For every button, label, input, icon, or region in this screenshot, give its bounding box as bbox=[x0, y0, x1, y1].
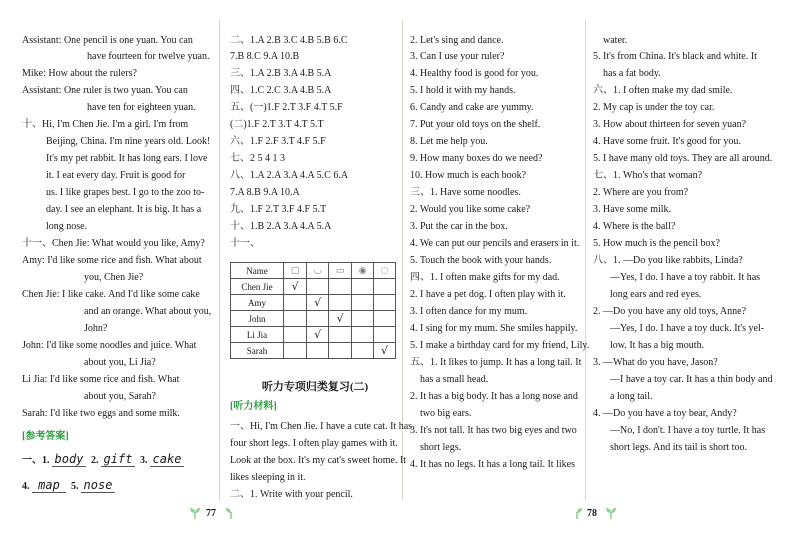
table-row bbox=[231, 279, 396, 295]
table-cell-mark bbox=[352, 295, 374, 311]
table-header-name: Name bbox=[231, 263, 284, 279]
table-cell-mark bbox=[329, 295, 352, 311]
food-picture-icon: ◉ bbox=[352, 263, 374, 279]
col1-line: 十、Hi, I'm Chen Jie. I'm a girl. I'm from bbox=[22, 119, 189, 130]
col4-line: a long tail. bbox=[610, 391, 653, 402]
col3-line: 4. Healthy food is good for you. bbox=[410, 68, 539, 79]
col4-line: —I have a toy car. It has a thin body and bbox=[610, 374, 773, 385]
col3-line: 5. I hold it with my hands. bbox=[410, 85, 516, 96]
table-cell-mark bbox=[374, 295, 396, 311]
col4-line: —Yes, I do. I have a toy rabbit. It has bbox=[610, 272, 761, 283]
table-row bbox=[231, 343, 396, 359]
col3-line: 4. I sing for my mum. She smiles happily. bbox=[410, 323, 578, 334]
col3-line: 8. Let me help you. bbox=[410, 136, 488, 147]
table-row bbox=[231, 311, 396, 327]
table-cell-mark bbox=[329, 279, 352, 295]
col1-line: have ten for eighteen yuan. bbox=[87, 102, 196, 113]
col4-line: 七、1. Who's that woman? bbox=[593, 170, 703, 181]
col1-line: Assistant: One pencil is one yuan. You can bbox=[22, 35, 193, 46]
col4-line: 2. Where are you from? bbox=[593, 187, 689, 198]
col4-line: 4. Have some fruit. It's good for you. bbox=[593, 136, 741, 147]
col4-line: long ears and red eyes. bbox=[610, 289, 702, 300]
table-cell-mark bbox=[329, 343, 352, 359]
table-cell-mark bbox=[352, 311, 374, 327]
table-cell-name: Chen Jie bbox=[231, 279, 284, 295]
col4-line: 3. Have some milk. bbox=[593, 204, 672, 215]
col4-line: 4. Where is the ball? bbox=[593, 221, 676, 232]
col1-line: 十一、Chen Jie: What would you like, Amy? bbox=[22, 238, 205, 249]
col1-line: It's my pet rabbit. It has long ears. I love bbox=[46, 153, 208, 164]
col2-material-line: likes sleeping in it. bbox=[230, 472, 306, 483]
col1-line: Amy: I'd like some rice and fish. What about bbox=[22, 255, 202, 266]
col1-line: about you, Sarah? bbox=[84, 391, 156, 402]
food-picture-icon: ◌ bbox=[374, 263, 396, 279]
table-cell-mark bbox=[352, 343, 374, 359]
divider-right bbox=[585, 20, 586, 500]
col2-line: 7.A 8.B 9.A 10.A bbox=[230, 187, 300, 198]
col1-line: day. I see an elephant. It is big. It has a bbox=[46, 204, 202, 215]
col4-line: has a fat body. bbox=[603, 68, 661, 79]
col2-line: 三、1.A 2.B 3.A 4.B 5.A bbox=[230, 68, 332, 79]
col1-line: Beijing, China. I'm nine years old. Look! bbox=[46, 136, 211, 147]
col4-line: 六、1. I often make my dad smile. bbox=[593, 85, 733, 96]
col1-line: John: I'd like some noodles and juice. What bbox=[22, 340, 197, 351]
table-cell-mark: √ bbox=[374, 343, 396, 359]
col4-line: —Yes, I do. I have a toy duck. It's yel- bbox=[610, 323, 765, 334]
answer-row-1 bbox=[22, 452, 184, 468]
table-cell-name: Li Jia bbox=[231, 327, 284, 343]
section-title: 听力专项归类复习(二) bbox=[261, 381, 369, 393]
col2-line: 五、(一)1.F 2.T 3.F 4.T 5.F bbox=[230, 102, 343, 113]
food-picture-icon: ▭ bbox=[329, 263, 352, 279]
col2-line: 六、1.F 2.F 3.T 4.F 5.F bbox=[230, 136, 326, 147]
col3-line: short legs. bbox=[420, 442, 462, 453]
col3-line: 10. How much is each book? bbox=[410, 170, 527, 181]
divider-left bbox=[219, 20, 220, 500]
table-cell-mark bbox=[284, 311, 307, 327]
col3-line: 2. I have a pet dog. I often play with it. bbox=[410, 289, 566, 300]
col1-line: it. I eat every day. Fruit is good for bbox=[46, 170, 186, 181]
answer-num-3: 3. bbox=[140, 455, 148, 466]
col2-line: 7.B 8.C 9.A 10.B bbox=[230, 51, 300, 62]
col3-line: 3. It's not tall. It has two big eyes and two bbox=[410, 425, 577, 436]
table-cell-mark bbox=[329, 327, 352, 343]
col2-line: 二、1.A 2.B 3.C 4.B 5.B 6.C bbox=[230, 35, 348, 46]
table-cell-mark bbox=[284, 295, 307, 311]
col4-line: 5. It's from China. It's black and white. It bbox=[593, 51, 757, 62]
col3-line: 7. Put your old toys on the shelf. bbox=[410, 119, 541, 130]
table-cell-mark: √ bbox=[284, 279, 307, 295]
food-picture-icon: ◡ bbox=[307, 263, 329, 279]
col4-line: 5. How much is the pencil box? bbox=[593, 238, 720, 249]
col2-line: 十、1.B 2.A 3.A 4.A 5.A bbox=[230, 221, 332, 232]
col1-line: Li Jia: I'd like some rice and fish. What bbox=[22, 374, 180, 385]
col2-line: 九、1.F 2.T 3.F 4.F 5.T bbox=[230, 204, 327, 215]
table-cell-mark bbox=[307, 343, 329, 359]
col2-material-line: 二、1. Write with your pencil. bbox=[230, 489, 353, 500]
col4-line: 5. I have many old toys. They are all around. bbox=[593, 153, 773, 164]
col3-line: 5. I make a birthday card for my friend, Lily. bbox=[410, 340, 590, 351]
col2-line: 七、2 5 4 1 3 bbox=[230, 153, 285, 164]
col1-line: Sarah: I'd like two eggs and some milk. bbox=[22, 408, 180, 419]
col2-material-line: 一、Hi, I'm Chen Jie. I have a cute cat. It has bbox=[230, 421, 413, 432]
col1-line: Mike: How about the rulers? bbox=[22, 68, 137, 79]
table-cell-mark bbox=[284, 327, 307, 343]
col3-line: 3. I often dance for my mum. bbox=[410, 306, 528, 317]
answer-word-4: map bbox=[32, 478, 66, 493]
answer-word-2: gift bbox=[101, 452, 135, 467]
col1-line: have fourteen for twelve yuan. bbox=[87, 51, 210, 62]
table-cell-name: John bbox=[231, 311, 284, 327]
table-row bbox=[231, 327, 396, 343]
col1-line: about you, Li Jia? bbox=[84, 357, 156, 368]
col3-line: 三、1. Have some noodles. bbox=[410, 187, 521, 198]
col1-line: John? bbox=[84, 323, 108, 334]
table-cell-mark bbox=[307, 311, 329, 327]
col3-line: 2. It has a big body. It has a long nose and bbox=[410, 391, 578, 402]
col3-line: 2. Let's sing and dance. bbox=[410, 35, 504, 46]
table-cell-mark: √ bbox=[307, 295, 329, 311]
page-number-left: 77 bbox=[206, 508, 216, 519]
col1-line: Chen Jie: I like cake. And I'd like some cake bbox=[22, 289, 200, 300]
col4-line: 2. My cap is under the toy car. bbox=[593, 102, 715, 113]
material-tag: [听力材料] bbox=[230, 401, 277, 412]
col4-line: —No, I don't. I have a toy turtle. It has bbox=[610, 425, 766, 436]
col3-line: 五、1. It likes to jump. It has a long tail. It bbox=[410, 357, 582, 368]
page-number-right: 78 bbox=[587, 508, 597, 519]
answer-word-5: nose bbox=[81, 478, 115, 493]
food-picture-icon: ▢ bbox=[284, 263, 307, 279]
col3-line: 6. Candy and cake are yummy. bbox=[410, 102, 534, 113]
answer-row-2 bbox=[22, 478, 115, 494]
col2-line: 八、1.A 2.A 3.A 4.A 5.C 6.A bbox=[230, 170, 349, 181]
col3-line: 4. It has no legs. It has a long tail. It likes bbox=[410, 459, 575, 470]
col2-line: 十一、 bbox=[230, 238, 260, 249]
answer-num-5: 5. bbox=[71, 481, 79, 492]
col1-line: long nose. bbox=[46, 221, 88, 232]
table-cell-mark bbox=[352, 279, 374, 295]
col3-line: 四、1. I often make gifts for my dad. bbox=[410, 272, 560, 283]
table-cell-mark: √ bbox=[307, 327, 329, 343]
col4-line: water. bbox=[603, 35, 628, 46]
col3-line: 3. Put the car in the box. bbox=[410, 221, 508, 232]
table-row bbox=[231, 295, 396, 311]
col3-line: two big ears. bbox=[420, 408, 472, 419]
col3-line: has a small head. bbox=[420, 374, 489, 385]
col1-line: Assistant: One ruler is two yuan. You can bbox=[22, 85, 188, 96]
col2-material-line: four short legs. I often play games with it. bbox=[230, 438, 398, 449]
sprout-icon bbox=[570, 506, 584, 520]
answer-word-1: body bbox=[52, 452, 86, 467]
col3-line: 9. How many boxes do we need? bbox=[410, 153, 543, 164]
col3-line: 3. Can I use your ruler? bbox=[410, 51, 505, 62]
col2-line: (二)1.F 2.T 3.T 4.T 5.T bbox=[230, 119, 324, 130]
table-header-row bbox=[231, 263, 396, 279]
table-cell-mark bbox=[284, 343, 307, 359]
col2-line: 四、1.C 2.C 3.A 4.B 5.A bbox=[230, 85, 332, 96]
table-cell-mark bbox=[307, 279, 329, 295]
col2-material-line: Look at the box. It's my cat's sweet home. It bbox=[230, 455, 407, 466]
col4-line: low. It has a big mouth. bbox=[610, 340, 705, 351]
table-cell-mark bbox=[352, 327, 374, 343]
table-cell-mark bbox=[374, 279, 396, 295]
table-cell-name: Amy bbox=[231, 295, 284, 311]
answer-key-tag: [参考答案] bbox=[22, 431, 69, 442]
col4-line: 2. —Do you have any old toys, Anne? bbox=[593, 306, 747, 317]
col1-line: you, Chen Jie? bbox=[84, 272, 144, 283]
table-cell-mark: √ bbox=[329, 311, 352, 327]
table-cell-mark bbox=[374, 311, 396, 327]
col3-line: 2. Would you like some cake? bbox=[410, 204, 531, 215]
col4-line: 八、1. —Do you like rabbits, Linda? bbox=[593, 255, 743, 266]
col3-line: 5. Touch the book with your hands. bbox=[410, 255, 552, 266]
answer-num-2: 2. bbox=[91, 455, 99, 466]
sprout-icon bbox=[188, 506, 202, 520]
answer-table bbox=[230, 262, 396, 359]
table-cell-mark bbox=[374, 327, 396, 343]
col4-line: 4. —Do you have a toy bear, Andy? bbox=[593, 408, 737, 419]
answer-num-4: 4. bbox=[22, 481, 30, 492]
answer-word-3: cake bbox=[150, 452, 184, 467]
col1-line: us. I like grapes best. I go to the zoo to- bbox=[46, 187, 205, 198]
sprout-icon bbox=[604, 506, 618, 520]
col4-line: 3. How about thirteen for seven yuan? bbox=[593, 119, 747, 130]
col3-line: 4. We can put our pencils and erasers in it. bbox=[410, 238, 580, 249]
sprout-icon bbox=[224, 506, 238, 520]
col4-line: short legs. And its tail is short too. bbox=[610, 442, 747, 453]
col1-line: and an orange. What about you, bbox=[84, 306, 212, 317]
answer-prefix: 一、1. bbox=[22, 455, 50, 466]
table-cell-name: Sarah bbox=[231, 343, 284, 359]
col4-line: 3. —What do you have, Jason? bbox=[593, 357, 718, 368]
